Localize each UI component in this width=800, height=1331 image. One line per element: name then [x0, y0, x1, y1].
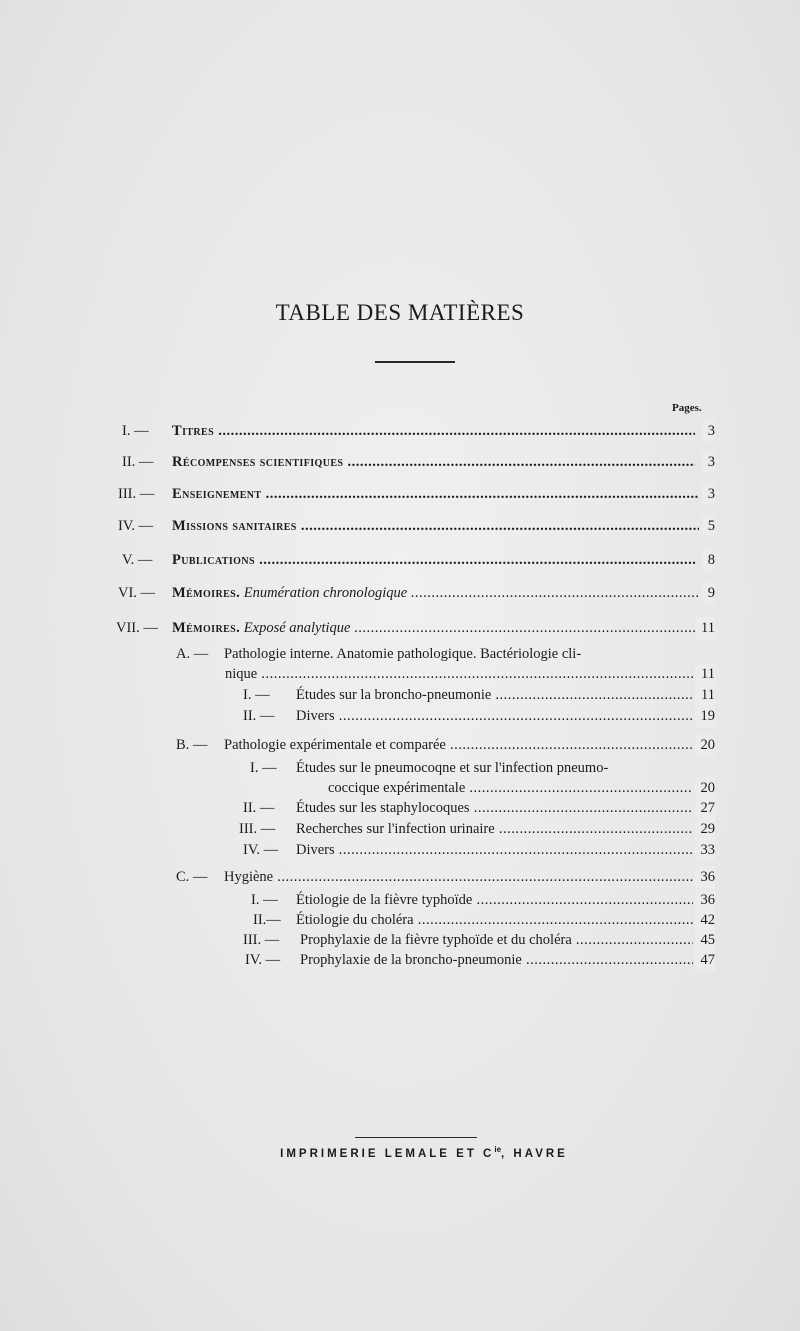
- subentry-title-line1: Études sur le pneumocoqne et sur l'infection pneumo-: [296, 760, 609, 776]
- section-number: C. —: [176, 869, 208, 885]
- section-number: B. —: [176, 737, 208, 753]
- section-a-number: A. —: [176, 646, 209, 662]
- entry-label-main: Mémoires.: [172, 620, 241, 636]
- subentry: [243, 929, 715, 951]
- entry-page: 20: [695, 734, 716, 756]
- subentry: [239, 818, 715, 840]
- entry-number: II. —: [122, 454, 154, 470]
- subentry-number: I. —: [250, 760, 277, 776]
- entry-number: VII. —: [116, 620, 158, 636]
- entry-label: Étiologie du choléra .....: [296, 909, 693, 931]
- entry-label: Recherches sur l'infection urinaire .....: [296, 818, 693, 840]
- entry-page: 3: [702, 451, 715, 473]
- entry-number: IV. —: [118, 518, 154, 534]
- subentry: [253, 909, 715, 931]
- entry-label-italic: Exposé analytique: [243, 620, 351, 636]
- entry-page: 3: [702, 483, 715, 505]
- entry-page: 9: [702, 582, 715, 604]
- imprint-superscript: ie: [494, 1145, 502, 1154]
- entry-page: 47: [695, 949, 716, 971]
- entry-page: 19: [695, 705, 716, 727]
- entry-page: 11: [695, 617, 715, 639]
- printer-imprint: [0, 1145, 800, 1160]
- subentry: [251, 889, 715, 911]
- toc-entry: [118, 483, 715, 505]
- entry-label: Titres .....: [172, 420, 695, 442]
- section-a-title-line2: [225, 663, 715, 685]
- entry-number: IV. —: [245, 952, 281, 968]
- entry-page: 29: [695, 818, 716, 840]
- entry-label: Prophylaxie de la broncho-pneumonie .....: [300, 949, 693, 971]
- entry-label: Récompenses scientifiques .....: [172, 451, 695, 473]
- entry-page: 5: [702, 515, 715, 537]
- entry-label-italic: Enumération chronologique: [243, 585, 408, 601]
- entry-label: Études sur les staphylocoques .....: [296, 797, 693, 819]
- imprint-tail: , HAVRE: [501, 1147, 568, 1160]
- entry-number: I. —: [243, 687, 270, 703]
- entry-page: 8: [702, 549, 715, 571]
- toc-entry: [122, 420, 715, 442]
- entry-label: nique .....: [225, 663, 693, 685]
- entry-page: 45: [695, 929, 716, 951]
- toc-entry: [122, 451, 715, 473]
- entry-label: Enseignement .....: [172, 483, 699, 505]
- section-a-title-line1: Pathologie interne. Anatomie pathologique. Bactériologie cli-: [224, 646, 582, 662]
- pages-column-label: Pages.: [672, 402, 702, 414]
- entry-label: Études sur la broncho-pneumonie .....: [296, 684, 693, 706]
- entry-page: 42: [695, 909, 716, 931]
- entry-number: I. —: [251, 892, 278, 908]
- entry-label: Étiologie de la fièvre typhoïde .....: [296, 889, 693, 911]
- entry-number: I. —: [122, 423, 149, 439]
- imprint-text: IMPRIMERIE LEMALE ET C: [280, 1147, 495, 1160]
- entry-number: III. —: [239, 821, 276, 837]
- footer-rule: [355, 1137, 477, 1138]
- entry-number: VI. —: [118, 585, 156, 601]
- entry-page: 36: [695, 866, 716, 888]
- entry-number: II.—: [253, 912, 281, 928]
- entry-page: 11: [695, 684, 715, 706]
- toc-entry: [118, 582, 715, 604]
- entry-label: [172, 617, 695, 639]
- entry-page: 20: [695, 777, 716, 799]
- entry-number: III. —: [243, 932, 280, 948]
- entry-number: III. —: [118, 486, 155, 502]
- entry-number: V. —: [122, 552, 153, 568]
- entry-number: II. —: [243, 708, 275, 724]
- entry-label: coccique expérimentale .....: [328, 777, 693, 799]
- entry-page: 11: [695, 663, 715, 685]
- subentry: [243, 797, 715, 819]
- entry-label-main: Mémoires.: [172, 585, 241, 601]
- subentry: [243, 705, 715, 727]
- entry-page: 33: [695, 839, 716, 861]
- section-title: Hygiène .....: [224, 866, 693, 888]
- entry-label: [172, 582, 699, 604]
- entry-number: II. —: [243, 800, 275, 816]
- toc-entry: [116, 617, 715, 639]
- section-b-heading: [176, 734, 715, 756]
- entry-label: Prophylaxie de la fièvre typhoïde et du choléra .....: [300, 929, 693, 951]
- entry-page: 36: [695, 889, 716, 911]
- entry-label: Publications .....: [172, 549, 695, 571]
- entry-label: Divers .....: [296, 839, 693, 861]
- section-title: Pathologie expérimentale et comparée .....: [224, 734, 693, 756]
- entry-label: Divers .....: [296, 705, 693, 727]
- title-rule: [375, 361, 455, 363]
- toc-entry: [122, 549, 715, 571]
- entry-page: 27: [695, 797, 716, 819]
- entry-number: IV. —: [243, 842, 279, 858]
- subentry: [243, 839, 715, 861]
- entry-page: 3: [702, 420, 715, 442]
- subentry: [245, 949, 715, 971]
- subentry: [243, 684, 715, 706]
- entry-label: Missions sanitaires .....: [172, 515, 699, 537]
- page-title: TABLE DES MATIÈRES: [275, 300, 525, 325]
- section-c-heading: [176, 866, 715, 888]
- toc-entry: [118, 515, 715, 537]
- subentry-title-line2: [328, 777, 715, 799]
